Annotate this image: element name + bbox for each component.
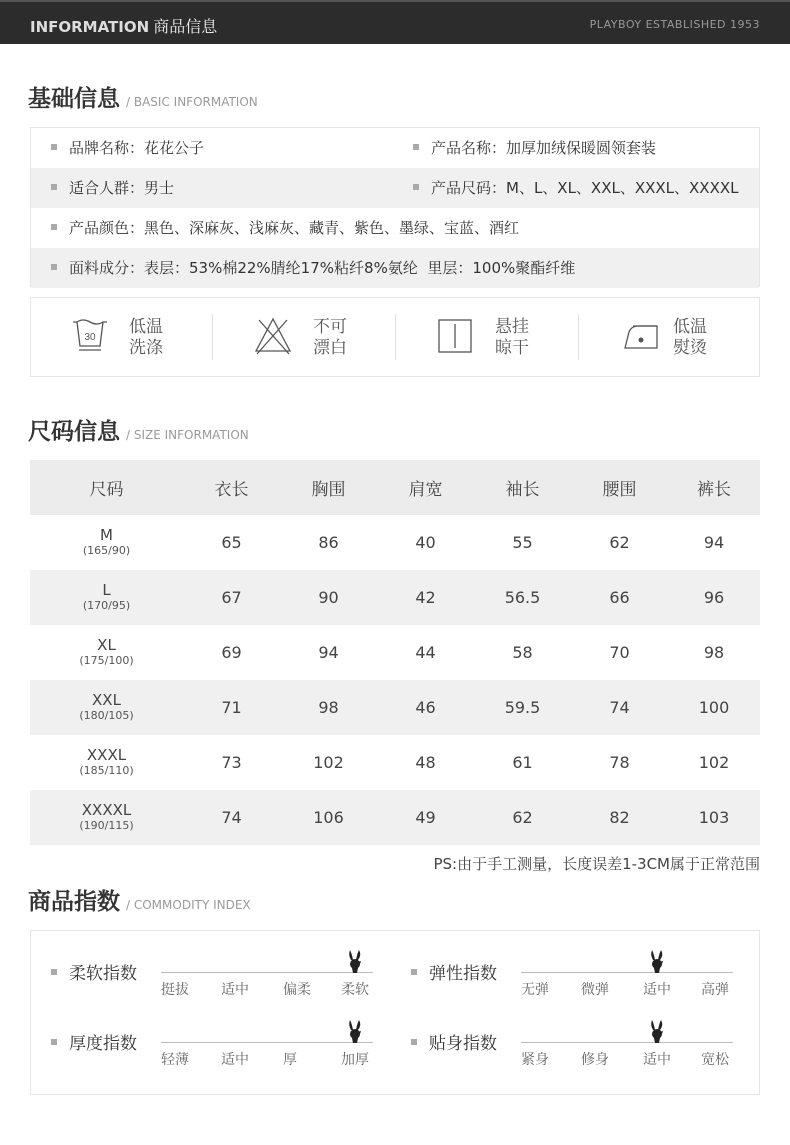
care-line1: 低温 bbox=[129, 317, 163, 337]
table-cell: 62 bbox=[474, 790, 571, 845]
index-subtitle: / COMMODITY INDEX bbox=[126, 898, 251, 912]
info-row bbox=[31, 248, 759, 288]
info-sizes bbox=[413, 168, 739, 208]
table-cell: 102 bbox=[698, 753, 730, 772]
divider bbox=[395, 314, 396, 360]
info-colors-text: 产品颜色：黑色、深麻灰、浅麻灰、藏青、紫色、墨绿、宝蓝、酒红 bbox=[69, 219, 520, 237]
size-table-header bbox=[30, 460, 760, 515]
table-cell: 86 bbox=[318, 533, 339, 552]
svg-text:30: 30 bbox=[84, 332, 96, 343]
size-info-heading bbox=[28, 413, 249, 446]
index-tick-label: 修身 bbox=[581, 1052, 609, 1068]
size-cell: XXXXL (190/115) bbox=[30, 790, 183, 845]
bullet-icon bbox=[51, 1039, 57, 1045]
index-tick-label: 适中 bbox=[643, 982, 671, 998]
bullet-icon bbox=[411, 1039, 417, 1045]
care-line1: 低温 bbox=[673, 317, 707, 337]
table-cell: 70 bbox=[609, 643, 630, 662]
index-tick-label: 适中 bbox=[221, 982, 249, 998]
low-iron-icon bbox=[621, 318, 661, 354]
care-text-bleach bbox=[313, 317, 373, 359]
index-softness bbox=[51, 931, 391, 998]
table-cell: 90 bbox=[280, 570, 377, 625]
index-tick-label: 适中 bbox=[643, 1052, 671, 1068]
index-label: 弹性指数 bbox=[429, 964, 497, 984]
bullet-icon bbox=[51, 184, 57, 190]
table-cell: 98 bbox=[280, 680, 377, 735]
table-cell: 102 bbox=[313, 753, 344, 772]
table-row bbox=[30, 680, 760, 735]
bullet-icon bbox=[51, 969, 57, 975]
care-line1: 不可 bbox=[313, 317, 347, 337]
col-header: 裤长 bbox=[668, 460, 760, 515]
table-cell: 69 bbox=[221, 643, 242, 662]
divider bbox=[578, 314, 579, 360]
table-cell: 62 bbox=[609, 533, 630, 552]
table-cell: 78 bbox=[609, 753, 630, 772]
table-cell: 74 bbox=[183, 790, 280, 845]
index-tick-label: 高弹 bbox=[701, 982, 729, 998]
info-fabric-text: 面料成分：表层：53%棉22%腈纶17%粘纤8%氨纶 里层：100%聚酯纤维 bbox=[69, 259, 576, 277]
basic-info-title: 基础信息 bbox=[28, 86, 120, 112]
index-label-wrap bbox=[411, 1029, 497, 1054]
bullet-icon bbox=[51, 224, 57, 230]
hang-dry-icon bbox=[437, 318, 473, 354]
bunny-marker-icon bbox=[345, 1019, 365, 1045]
table-cell: 59.5 bbox=[474, 680, 571, 735]
header-title-en: INFORMATION bbox=[30, 18, 150, 36]
care-item-wash bbox=[71, 298, 211, 376]
care-item-iron bbox=[621, 298, 761, 376]
size-cell: XXL (180/105) bbox=[30, 680, 183, 735]
info-product bbox=[413, 128, 656, 168]
table-cell: 55 bbox=[512, 533, 533, 552]
table-cell: 106 bbox=[280, 790, 377, 845]
wash-30-icon bbox=[71, 316, 109, 354]
table-cell: 71 bbox=[183, 680, 280, 735]
index-scale-line bbox=[521, 972, 733, 973]
size-table bbox=[30, 460, 760, 845]
index-label-wrap bbox=[51, 1029, 137, 1054]
bullet-icon bbox=[413, 184, 419, 190]
index-title: 商品指数 bbox=[28, 889, 120, 915]
index-tick-label: 柔软 bbox=[341, 982, 369, 998]
care-panel bbox=[30, 297, 760, 377]
bunny-marker-icon bbox=[345, 949, 365, 975]
info-fabric bbox=[51, 248, 575, 288]
col-header: 胸围 bbox=[280, 460, 377, 515]
basic-info-subtitle: / BASIC INFORMATION bbox=[126, 95, 258, 109]
index-elasticity bbox=[411, 931, 751, 998]
table-cell: 42 bbox=[377, 570, 474, 625]
bunny-marker-icon bbox=[647, 1019, 667, 1045]
table-cell: 66 bbox=[571, 570, 668, 625]
index-label: 厚度指数 bbox=[69, 1034, 137, 1054]
info-colors bbox=[51, 208, 519, 248]
index-tick-label: 紧身 bbox=[521, 1052, 549, 1068]
table-cell: 73 bbox=[221, 753, 242, 772]
info-row bbox=[31, 208, 759, 248]
size-cell: XL (175/100) bbox=[79, 636, 134, 667]
care-line2: 晾干 bbox=[495, 338, 529, 358]
col-header: 尺码 bbox=[30, 460, 183, 515]
care-line2: 洗涤 bbox=[129, 338, 163, 358]
index-label-wrap bbox=[51, 959, 137, 984]
index-tick-label: 偏柔 bbox=[283, 982, 311, 998]
bunny-marker-icon bbox=[647, 949, 667, 975]
info-target bbox=[51, 168, 174, 208]
table-cell: 65 bbox=[221, 533, 242, 552]
care-text-iron bbox=[673, 317, 733, 359]
bullet-icon bbox=[413, 144, 419, 150]
index-tick-label: 加厚 bbox=[341, 1052, 369, 1068]
brand-tagline: PLAYBOY ESTABLISHED 1953 bbox=[589, 18, 760, 31]
index-scale-line bbox=[521, 1042, 733, 1043]
size-cell: XXXL (185/110) bbox=[79, 746, 134, 777]
info-brand bbox=[51, 128, 204, 168]
table-row bbox=[30, 790, 760, 845]
index-fit bbox=[411, 1001, 751, 1068]
bullet-icon bbox=[51, 144, 57, 150]
table-row bbox=[30, 570, 760, 625]
header-title bbox=[30, 14, 217, 37]
care-item-hang bbox=[437, 298, 577, 376]
index-tick-label: 挺拔 bbox=[161, 982, 189, 998]
table-cell: 46 bbox=[377, 680, 474, 735]
table-cell: 61 bbox=[512, 753, 533, 772]
table-cell: 96 bbox=[668, 570, 760, 625]
header-bar bbox=[0, 0, 790, 44]
table-cell: 94 bbox=[318, 643, 339, 662]
bullet-icon bbox=[51, 264, 57, 270]
table-cell: 48 bbox=[415, 753, 436, 772]
no-bleach-icon bbox=[253, 316, 293, 356]
index-tick-label: 轻薄 bbox=[161, 1052, 189, 1068]
table-row bbox=[30, 515, 760, 570]
col-header: 衣长 bbox=[183, 460, 280, 515]
care-text-hang bbox=[495, 317, 555, 359]
table-cell: 56.5 bbox=[474, 570, 571, 625]
info-product-text: 产品名称：加厚加绒保暖圆领套装 bbox=[431, 139, 657, 157]
basic-info-heading bbox=[28, 80, 258, 113]
table-cell: 103 bbox=[668, 790, 760, 845]
table-cell: 98 bbox=[703, 643, 725, 662]
table-cell: 74 bbox=[571, 680, 668, 735]
index-thickness bbox=[51, 1001, 391, 1068]
info-target-text: 适合人群：男士 bbox=[69, 179, 175, 197]
index-tick-label: 宽松 bbox=[701, 1052, 729, 1068]
table-row bbox=[30, 735, 760, 790]
info-sizes-text: 产品尺码：M、L、XL、XXL、XXXL、XXXXL bbox=[431, 179, 739, 197]
index-panel bbox=[30, 930, 760, 1095]
table-cell: 94 bbox=[703, 533, 725, 552]
index-label: 贴身指数 bbox=[429, 1034, 497, 1054]
care-line2: 漂白 bbox=[313, 338, 347, 358]
index-tick-label: 微弹 bbox=[581, 982, 609, 998]
table-cell: 82 bbox=[571, 790, 668, 845]
table-cell: 44 bbox=[415, 643, 436, 662]
table-cell: 49 bbox=[377, 790, 474, 845]
index-tick-label: 无弹 bbox=[521, 982, 549, 998]
col-header: 肩宽 bbox=[377, 460, 474, 515]
index-scale-line bbox=[161, 1042, 373, 1043]
measurement-note: PS:由于手工测量，长度误差1-3CM属于正常范围 bbox=[433, 855, 760, 873]
divider bbox=[212, 314, 213, 360]
size-info-title: 尺码信息 bbox=[28, 419, 120, 445]
table-cell: 100 bbox=[668, 680, 760, 735]
table-row bbox=[30, 625, 760, 680]
index-tick-label: 厚 bbox=[283, 1052, 297, 1068]
col-header: 腰围 bbox=[571, 460, 668, 515]
basic-info-panel bbox=[30, 127, 760, 287]
table-cell: 40 bbox=[415, 533, 436, 552]
index-tick-label: 适中 bbox=[221, 1052, 249, 1068]
index-heading bbox=[28, 883, 251, 916]
care-item-bleach bbox=[253, 298, 393, 376]
care-line2: 熨烫 bbox=[673, 338, 707, 358]
table-cell: 58 bbox=[512, 643, 533, 662]
info-brand-text: 品牌名称：花花公子 bbox=[69, 139, 205, 157]
info-row bbox=[31, 128, 759, 168]
table-cell: 67 bbox=[183, 570, 280, 625]
bullet-icon bbox=[411, 969, 417, 975]
index-scale-line bbox=[161, 972, 373, 973]
care-text-wash bbox=[129, 317, 189, 359]
col-header: 袖长 bbox=[474, 460, 571, 515]
index-label-wrap bbox=[411, 959, 497, 984]
header-title-cn: 商品信息 bbox=[153, 17, 218, 36]
care-line1: 悬挂 bbox=[495, 317, 529, 337]
index-label: 柔软指数 bbox=[69, 964, 137, 984]
size-info-subtitle: / SIZE INFORMATION bbox=[126, 428, 249, 442]
size-cell: L (170/95) bbox=[30, 570, 183, 625]
info-row bbox=[31, 168, 759, 208]
size-cell: M (165/90) bbox=[82, 526, 131, 557]
